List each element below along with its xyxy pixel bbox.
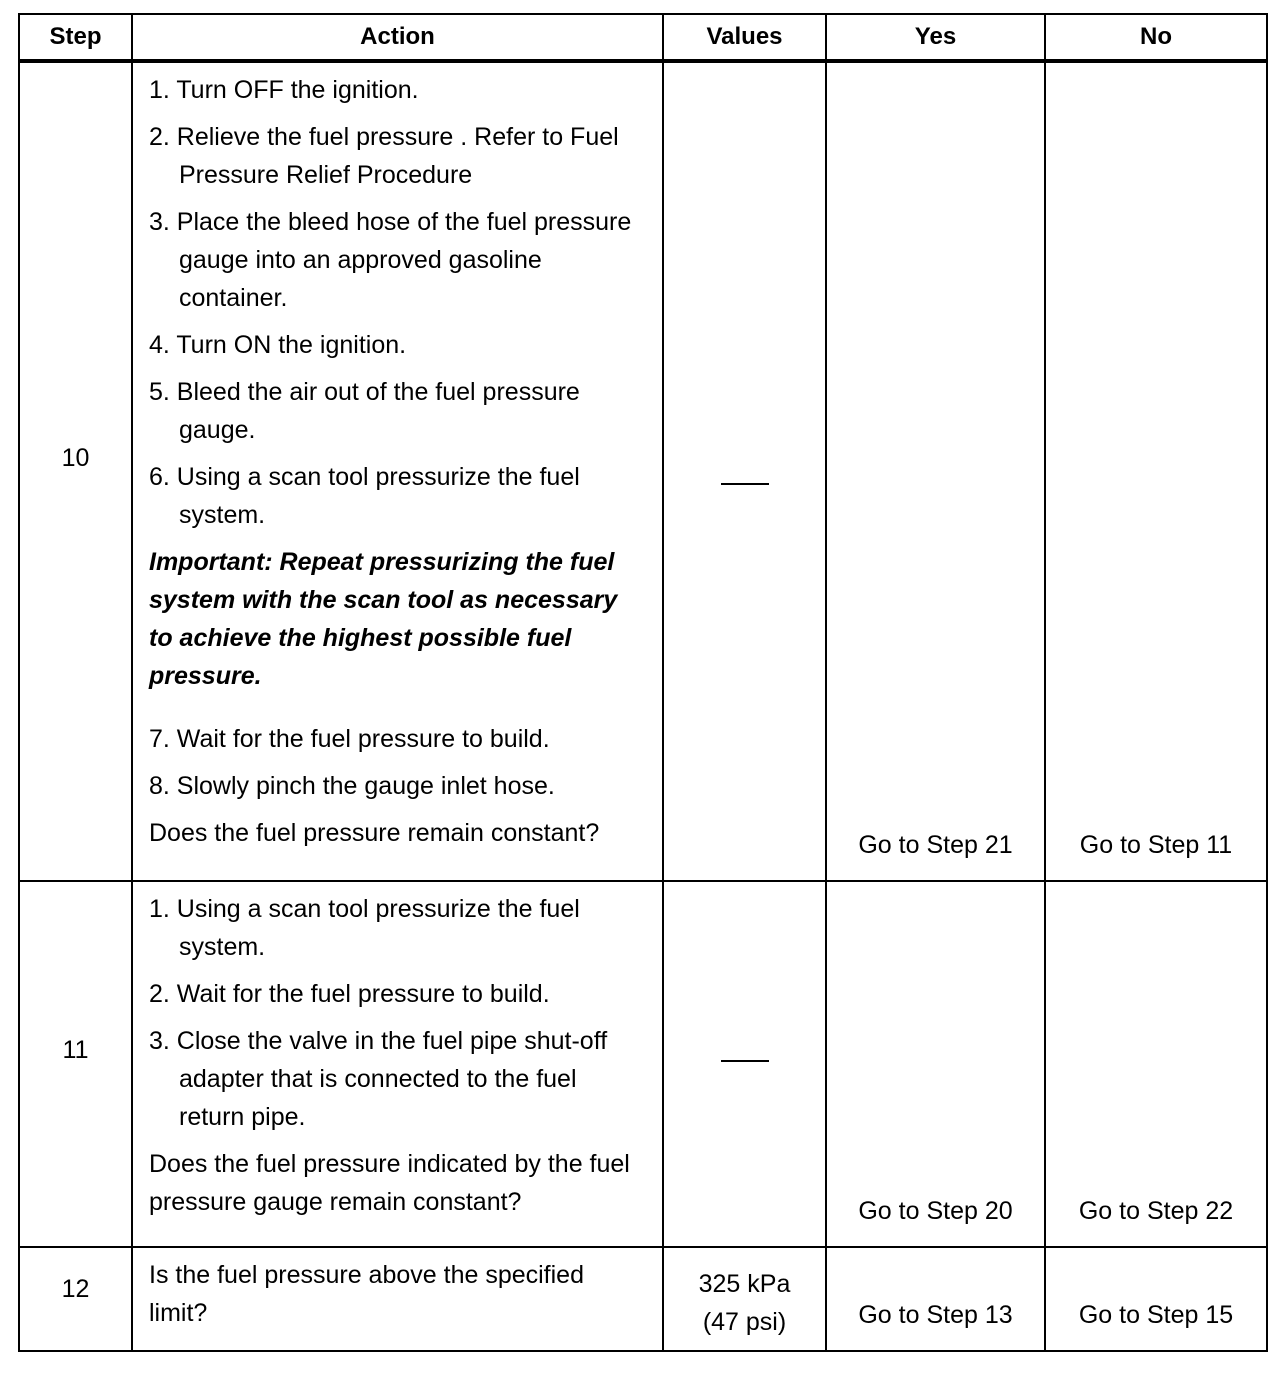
action-cell (132, 881, 663, 1247)
values-cell (663, 61, 826, 881)
action-step: 6. Using a scan tool pressurize the fuel system. (149, 463, 580, 529)
header-action: Action (132, 14, 663, 61)
yes-cell: Go to Step 20 (826, 881, 1045, 1247)
action-step: 1. Using a scan tool pressurize the fuel system. (149, 895, 580, 961)
no-cell: Go to Step 22 (1045, 881, 1267, 1247)
action-step: 2. Wait for the fuel pressure to build. (149, 980, 550, 1008)
table-row (19, 61, 1267, 881)
action-cell (132, 61, 663, 881)
yes-cell: Go to Step 13 (826, 1247, 1045, 1351)
action-step: 3. Close the valve in the fuel pipe shut-off adapter that is connected to the fuel return pipe. (149, 1027, 608, 1131)
diagnostic-table (18, 13, 1268, 1352)
step-number: 10 (19, 61, 132, 881)
step-number: 11 (19, 881, 132, 1247)
yes-cell: Go to Step 21 (826, 61, 1045, 881)
step-number: 12 (19, 1247, 132, 1351)
action-step: 7. Wait for the fuel pressure to build. (149, 725, 550, 753)
action-step: 3. Place the bleed hose of the fuel pressure gauge into an approved gasoline container. (149, 208, 632, 312)
action-steps (149, 890, 648, 1136)
header-yes: Yes (826, 14, 1045, 61)
table-row (19, 1247, 1267, 1351)
value-metric: 325 kPa (698, 1270, 791, 1298)
action-steps-continued (149, 720, 648, 805)
values-cell (663, 1247, 826, 1351)
header-values: Values (663, 14, 826, 61)
action-steps (149, 71, 648, 534)
no-cell: Go to Step 15 (1045, 1247, 1267, 1351)
action-step: 4. Turn ON the ignition. (149, 331, 407, 359)
action-step: 8. Slowly pinch the gauge inlet hose. (149, 772, 555, 800)
no-value-dash (721, 1060, 769, 1062)
no-value-dash (721, 483, 769, 485)
action-step: 2. Relieve the fuel pressure . Refer to Fuel Pressure Relief Procedure (149, 123, 619, 189)
header-step: Step (19, 14, 132, 61)
header-no: No (1045, 14, 1267, 61)
table-row (19, 881, 1267, 1247)
action-step: 5. Bleed the air out of the fuel pressure gauge. (149, 378, 580, 444)
value-imperial: (47 psi) (702, 1308, 787, 1336)
action-question: Does the fuel pressure indicated by the fuel pressure gauge remain constant? (149, 1150, 630, 1216)
values-cell (663, 881, 826, 1247)
action-step: 1. Turn OFF the ignition. (149, 76, 419, 104)
action-cell (132, 1247, 663, 1351)
action-question: Is the fuel pressure above the specified limit? (149, 1261, 584, 1327)
action-question: Does the fuel pressure remain constant? (149, 819, 600, 847)
header-row (19, 14, 1267, 61)
important-note: Important: Repeat pressurizing the fuel system with the scan tool as necessary to achieve the highest possible fuel pressure. (149, 548, 618, 690)
no-cell: Go to Step 11 (1045, 61, 1267, 881)
